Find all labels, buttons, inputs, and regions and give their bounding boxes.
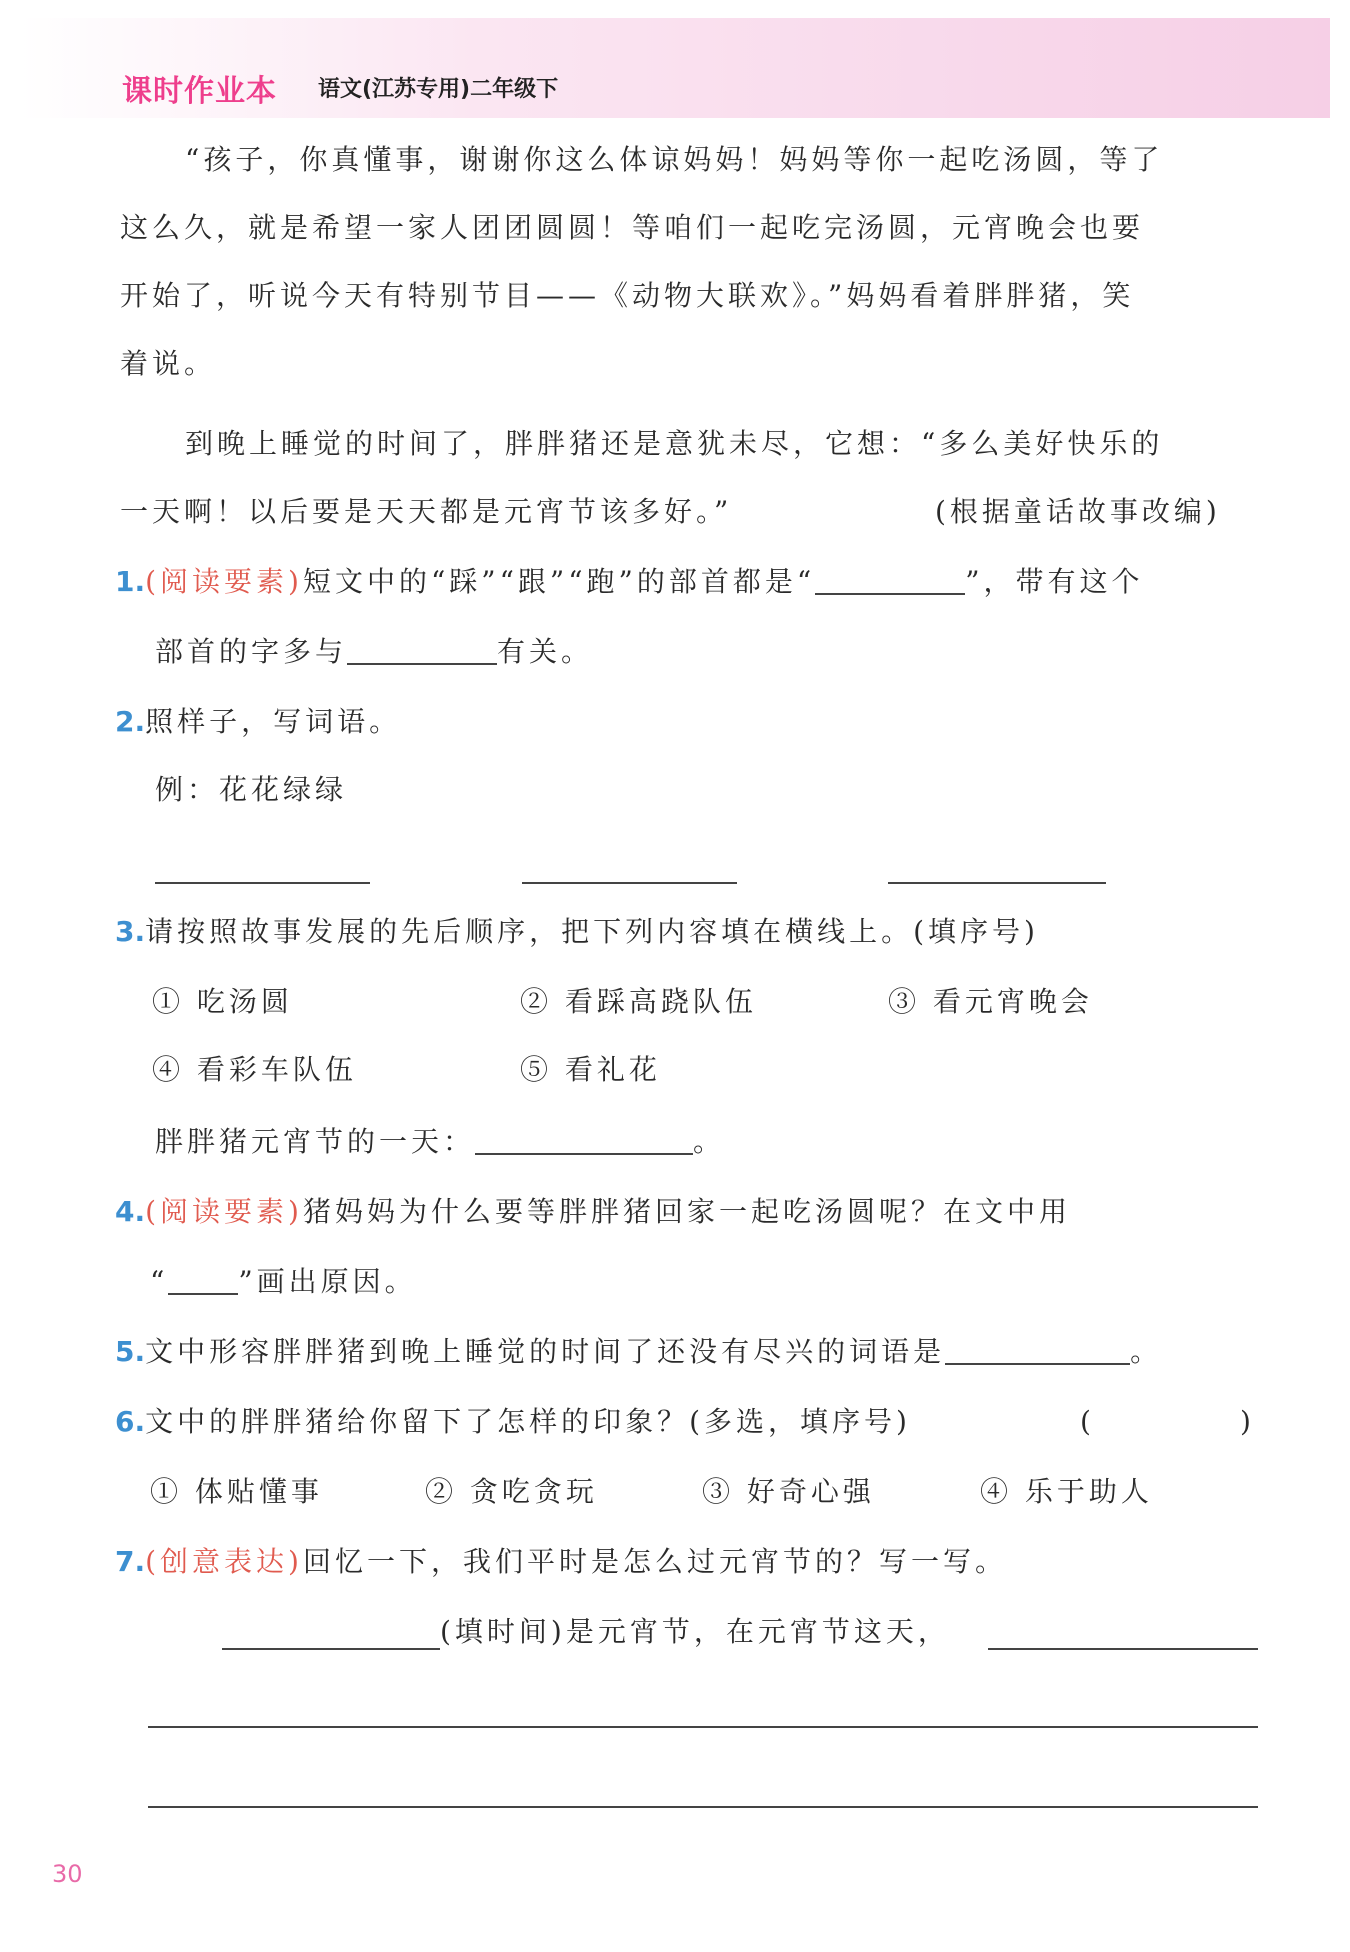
answer-blank[interactable] xyxy=(815,565,965,595)
question-tag: (阅读要素) xyxy=(145,1195,303,1228)
question-text: ”，带有这个 xyxy=(965,565,1144,598)
question-number: 5. xyxy=(115,1335,146,1368)
question-3 xyxy=(115,912,1039,952)
answer-line[interactable] xyxy=(888,882,1106,884)
question-text: 猪妈妈为什么要等胖胖猪回家一起吃汤圆呢？在文中用 xyxy=(302,1195,1071,1228)
passage-line: “孩子，你真懂事，谢谢你这么体谅妈妈！妈妈等你一起吃汤圆，等了 xyxy=(185,143,1164,176)
question-number: 1. xyxy=(115,565,146,598)
question-text: 胖胖猪元宵节的一天： xyxy=(155,1125,476,1158)
question-number: 3. xyxy=(115,915,146,948)
question-1 xyxy=(115,562,1144,602)
question-4-cont xyxy=(150,1262,417,1302)
answer-blank[interactable] xyxy=(945,1335,1130,1365)
question-text: 文中形容胖胖猪到晚上睡觉的时间了还没有尽兴的词语是 xyxy=(145,1335,946,1368)
option: ② 看踩高跷队伍 xyxy=(520,985,757,1018)
answer-blank[interactable] xyxy=(475,1125,693,1155)
answer-paren-box[interactable] xyxy=(1105,1406,1235,1442)
question-3-answer xyxy=(155,1122,725,1162)
passage-source: (根据童话故事改编) xyxy=(935,495,1221,528)
question-text: “ xyxy=(150,1265,169,1298)
question-text: 。 xyxy=(1130,1335,1163,1368)
question-text: 有关。 xyxy=(497,635,594,668)
option: ⑤ 看礼花 xyxy=(520,1053,661,1086)
question-text: 。 xyxy=(693,1125,726,1158)
question-number: 6. xyxy=(115,1405,146,1438)
question-6 xyxy=(115,1402,911,1442)
answer-line[interactable] xyxy=(988,1648,1258,1650)
option: ① 吃汤圆 xyxy=(152,985,293,1018)
option: ② 贪吃贪玩 xyxy=(425,1475,598,1508)
question-number: 4. xyxy=(115,1195,146,1228)
answer-line[interactable] xyxy=(222,1648,440,1650)
question-tag: (阅读要素) xyxy=(145,565,303,598)
option: ③ 好奇心强 xyxy=(702,1475,875,1508)
example-text: 例：花花绿绿 xyxy=(155,773,348,806)
question-5 xyxy=(115,1332,1162,1372)
answer-line[interactable] xyxy=(522,882,737,884)
page-number: 30 xyxy=(52,1860,83,1888)
passage-line: 到晚上睡觉的时间了，胖胖猪还是意犹未尽，它想：“多么美好快乐的 xyxy=(185,427,1164,460)
answer-line[interactable] xyxy=(155,882,370,884)
question-2 xyxy=(115,702,401,742)
subject-title: 语文(江苏专用)二年级下 xyxy=(318,77,559,102)
option: ③ 看元宵晚会 xyxy=(888,985,1093,1018)
passage-line: 着说。 xyxy=(120,347,217,380)
passage-line: 开始了，听说今天有特别节目——《动物大联欢》。”妈妈看着胖胖猪，笑 xyxy=(120,279,1135,312)
answer-paren-open: ( xyxy=(1080,1405,1095,1438)
question-text: ”画出原因。 xyxy=(238,1265,417,1298)
brand-title: 课时作业本 xyxy=(122,74,277,109)
question-text: 请按照故事发展的先后顺序，把下列内容填在横线上。(填序号) xyxy=(145,915,1039,948)
answer-line[interactable] xyxy=(148,1806,1258,1808)
answer-line[interactable] xyxy=(148,1726,1258,1728)
option: ④ 乐于助人 xyxy=(980,1475,1153,1508)
passage-line: 一天啊！以后要是天天都是元宵节该多好。” xyxy=(120,495,733,528)
question-text: 短文中的“踩”“跟”“跑”的部首都是“ xyxy=(302,565,816,598)
answer-paren-close: ) xyxy=(1240,1405,1255,1438)
question-4 xyxy=(115,1192,1071,1232)
question-7 xyxy=(115,1542,1007,1582)
question-tag: (创意表达) xyxy=(145,1545,303,1578)
question-1-cont xyxy=(155,632,593,672)
question-text: 回忆一下，我们平时是怎么过元宵节的？写一写。 xyxy=(302,1545,1007,1578)
question-number: 2. xyxy=(115,705,146,738)
question-text: 照样子，写词语。 xyxy=(145,705,402,738)
question-number: 7. xyxy=(115,1545,146,1578)
question-text: 文中的胖胖猪给你留下了怎样的印象？(多选，填序号) xyxy=(145,1405,911,1438)
answer-blank[interactable] xyxy=(347,635,497,665)
question-7-fill: (填时间)是元宵节，在元宵节这天， xyxy=(440,1615,950,1648)
underline-sample xyxy=(168,1265,238,1295)
option: ④ 看彩车队伍 xyxy=(152,1053,357,1086)
option: ① 体贴懂事 xyxy=(150,1475,323,1508)
question-text: 部首的字多与 xyxy=(155,635,348,668)
passage-line: 这么久，就是希望一家人团团圆圆！等咱们一起吃完汤圆，元宵晚会也要 xyxy=(120,211,1145,244)
